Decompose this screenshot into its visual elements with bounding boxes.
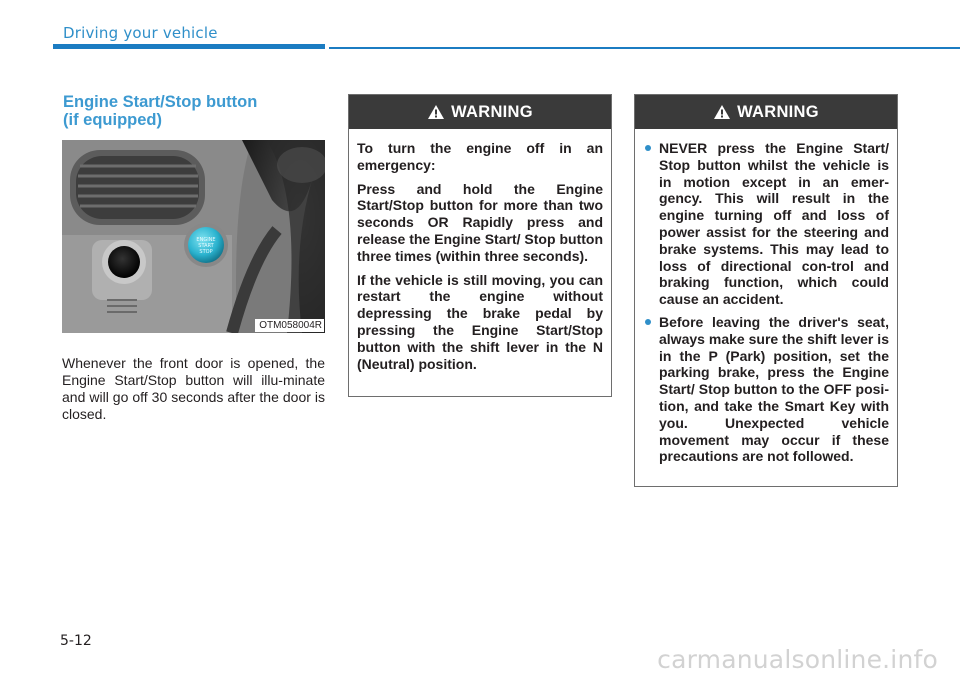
- page-number: 5-12: [60, 633, 92, 649]
- engine-button-label: ENGINE: [196, 237, 216, 243]
- section-heading: [63, 93, 333, 129]
- header-section-title: Driving your vehicle: [63, 24, 218, 42]
- warning-header: [349, 95, 611, 129]
- warning-triangle-icon: [427, 104, 445, 120]
- warning-box-emergency: [348, 94, 612, 397]
- warning-paragraph: If the vehicle is still moving, you can restart the engine without depressing the brake pedal by pressing the Engine Start/Stop button with the shift lever in the N (Neutral) position.: [357, 271, 603, 372]
- section-heading-line1: Engine Start/Stop button: [63, 93, 258, 111]
- bullet-text: Before leaving the driver's seat, always make sure the shift lever is in the P (Park) position, set the parking brake, press the Engine Start/ Stop button to the OFF posi-tion, and take the Smart Key with you. Unexpected vehicle movement may occur if these precautions are not followed.: [659, 313, 889, 465]
- warning-body: [349, 129, 611, 372]
- warning-heading: WARNING: [451, 102, 533, 121]
- section-heading-line2: (if equipped): [63, 111, 162, 129]
- svg-text:STOP: STOP: [199, 249, 213, 255]
- list-item: [643, 140, 889, 308]
- warning-paragraph: To turn the engine off in an emergency:: [357, 140, 603, 173]
- header-rule-thick: [53, 44, 325, 49]
- warning-triangle-icon: [713, 104, 731, 120]
- photo-caption: OTM058004R: [255, 319, 324, 332]
- list-item: [643, 314, 889, 465]
- warning-heading: WARNING: [737, 102, 819, 121]
- header-rule-thin: [329, 47, 960, 49]
- bullet-text: NEVER press the Engine Start/ Stop button whilst the vehicle is in motion except in an emer-gency. This will result in the engine turning off and loss of power assist for the steering and brake systems. This may lead to loss of directional con-trol and braking function, which could cause an accident.: [659, 140, 889, 308]
- dashboard-illustration: [62, 140, 325, 333]
- dashboard-photo: [62, 140, 325, 333]
- warning-body: [635, 129, 897, 465]
- warning-box-safety: [634, 94, 898, 487]
- body-paragraph: Whenever the front door is opened, the Engine Start/Stop button will illu-minate and will go off 30 seconds after the door is closed.: [62, 355, 325, 422]
- watermark: carmanualsonline.info: [657, 645, 938, 674]
- warning-bullet-list: [643, 140, 889, 465]
- warning-header: [635, 95, 897, 129]
- bullet-icon: [645, 319, 651, 325]
- bullet-icon: [645, 145, 651, 151]
- warning-paragraph: Press and hold the Engine Start/Stop button for more than two seconds OR Rapidly press and release the Engine Start/ Stop button three times (within three seconds).: [357, 180, 603, 264]
- svg-text:START: START: [198, 243, 214, 249]
